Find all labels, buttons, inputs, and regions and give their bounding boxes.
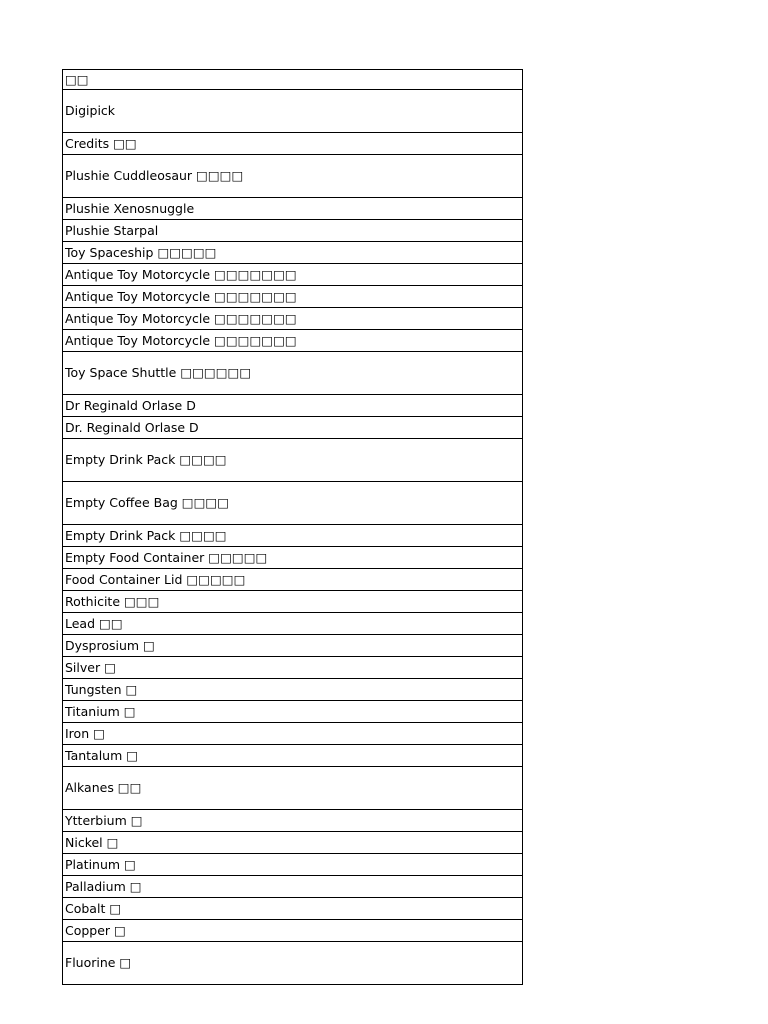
table-cell-item-name: Tantalum □ <box>63 745 523 767</box>
table-row <box>63 832 523 854</box>
table-row <box>63 264 523 286</box>
table-row <box>63 439 523 482</box>
table-cell-item-name: Tungsten □ <box>63 679 523 701</box>
item-table-body <box>63 70 523 985</box>
table-cell-item-name: Palladium □ <box>63 876 523 898</box>
table-cell-item-name: Ytterbium □ <box>63 810 523 832</box>
table-row <box>63 133 523 155</box>
table-row <box>63 679 523 701</box>
table-row <box>63 657 523 679</box>
table-row <box>63 569 523 591</box>
table-row <box>63 920 523 942</box>
table-row <box>63 286 523 308</box>
table-row <box>63 525 523 547</box>
table-cell-item-name: Empty Food Container □□□□□ <box>63 547 523 569</box>
table-cell-item-name: Toy Space Shuttle □□□□□□ <box>63 352 523 395</box>
table-cell-item-name: Empty Coffee Bag □□□□ <box>63 482 523 525</box>
table-cell-item-name: Toy Spaceship □□□□□ <box>63 242 523 264</box>
table-row <box>63 898 523 920</box>
table-row <box>63 591 523 613</box>
table-cell-item-name: Dr. Reginald Orlase D <box>63 417 523 439</box>
item-table <box>62 69 523 985</box>
table-cell-item-name: Plushie Starpal <box>63 220 523 242</box>
table-row <box>63 352 523 395</box>
table-cell-item-name: Lead □□ <box>63 613 523 635</box>
table-row <box>63 876 523 898</box>
table-row <box>63 635 523 657</box>
table-cell-item-name: Platinum □ <box>63 854 523 876</box>
table-cell-item-name: Titanium □ <box>63 701 523 723</box>
table-cell-item-name: Antique Toy Motorcycle □□□□□□□ <box>63 330 523 352</box>
table-row <box>63 547 523 569</box>
table-row <box>63 308 523 330</box>
table-cell-item-name: Antique Toy Motorcycle □□□□□□□ <box>63 308 523 330</box>
table-cell-item-name: Food Container Lid □□□□□ <box>63 569 523 591</box>
table-cell-item-name: Antique Toy Motorcycle □□□□□□□ <box>63 286 523 308</box>
table-row <box>63 417 523 439</box>
table-cell-item-name: Iron □ <box>63 723 523 745</box>
table-cell-item-name: Copper □ <box>63 920 523 942</box>
table-row <box>63 242 523 264</box>
table-cell-item-name: Empty Drink Pack □□□□ <box>63 525 523 547</box>
table-cell-item-name: Dr Reginald Orlase D <box>63 395 523 417</box>
table-row <box>63 482 523 525</box>
table-cell-item-name: Fluorine □ <box>63 942 523 985</box>
table-cell-item-name: Dysprosium □ <box>63 635 523 657</box>
table-header-cell: □□ <box>63 70 523 90</box>
table-cell-item-name: Silver □ <box>63 657 523 679</box>
table-cell-item-name: Rothicite □□□ <box>63 591 523 613</box>
table-row <box>63 330 523 352</box>
table-cell-item-name: Alkanes □□ <box>63 767 523 810</box>
table-row <box>63 767 523 810</box>
table-cell-item-name: Credits □□ <box>63 133 523 155</box>
table-cell-item-name: Plushie Xenosnuggle <box>63 198 523 220</box>
table-row <box>63 810 523 832</box>
table-row <box>63 745 523 767</box>
table-cell-item-name: Empty Drink Pack □□□□ <box>63 439 523 482</box>
table-cell-item-name: Digipick <box>63 90 523 133</box>
table-row <box>63 395 523 417</box>
table-row <box>63 220 523 242</box>
table-row <box>63 723 523 745</box>
document-page <box>62 69 523 970</box>
table-cell-item-name: Nickel □ <box>63 832 523 854</box>
table-row <box>63 942 523 985</box>
table-cell-item-name: Plushie Cuddleosaur □□□□ <box>63 155 523 198</box>
table-row <box>63 701 523 723</box>
table-header-row <box>63 70 523 90</box>
table-row <box>63 854 523 876</box>
table-row <box>63 613 523 635</box>
table-row <box>63 198 523 220</box>
table-cell-item-name: Cobalt □ <box>63 898 523 920</box>
table-row <box>63 90 523 133</box>
table-cell-item-name: Antique Toy Motorcycle □□□□□□□ <box>63 264 523 286</box>
table-row <box>63 155 523 198</box>
